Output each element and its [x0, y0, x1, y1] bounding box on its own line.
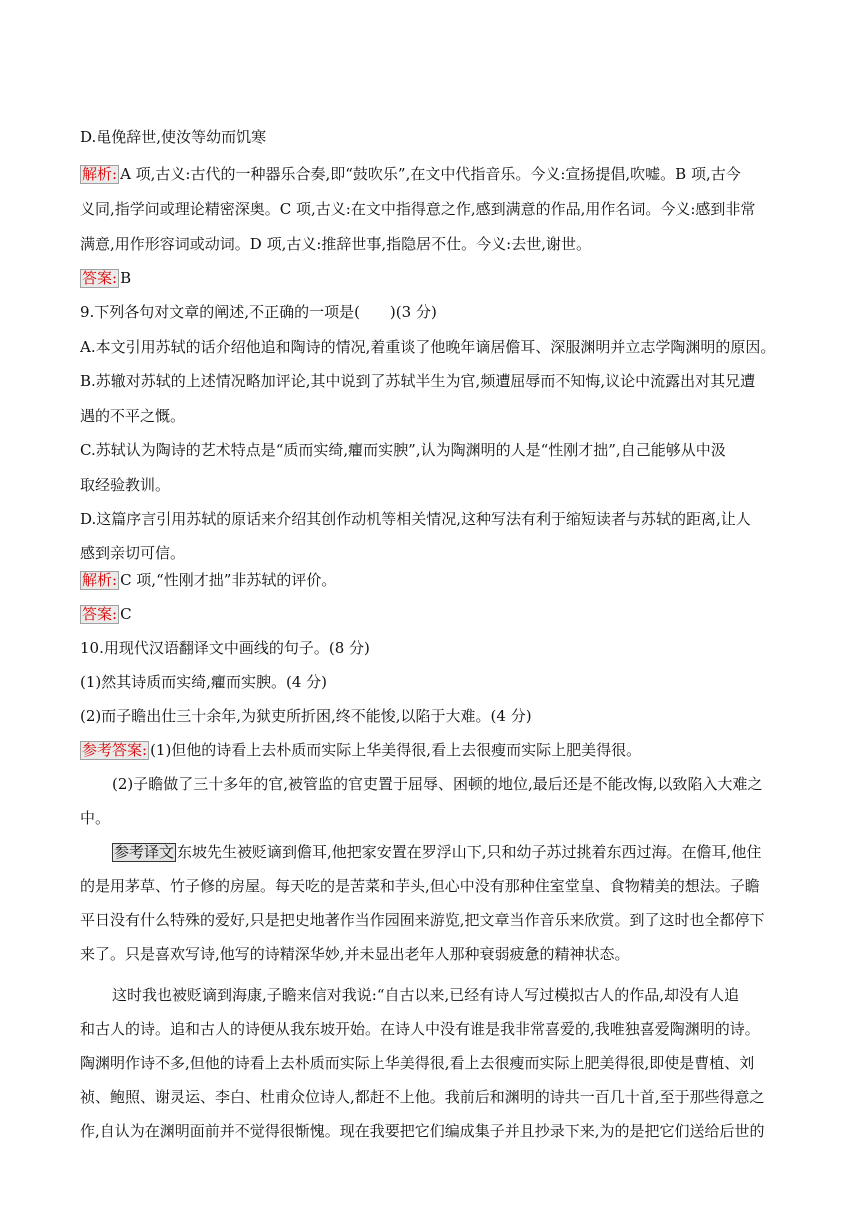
reference-answer-text: (2)子瞻做了三十多年的官,被管监的官吏置于屈辱、困顿的地位,最后还是不能改悔,以致陷入大难之 — [112, 775, 763, 793]
option-d-text-b: 辞世,使 — [126, 128, 177, 146]
question-9-option-a: A.本文引用苏轼的话介绍他追和陶诗的情况,着重谈了他晚年谪居儋耳、深服渊明并立志学陶渊明的原因。 — [80, 338, 776, 356]
question-10-item-1: (1)然其诗质而实绮,癯而实腴。(4 分) — [80, 673, 328, 691]
translation-text: 和古人的诗。追和古人的诗便从我东坡开始。在诗人中没有谁是我非常喜爱的,我唯独喜爱陶渊明的诗。 — [80, 1020, 760, 1038]
analysis-text: 义同,指学问或理论精密深奥。C 项,古义:在文中指得意之作,感到满意的作品,用作名词。今义:感到非常 — [80, 200, 756, 218]
answer-value: C — [120, 605, 132, 623]
translation-text: 东坡先生被贬谪到儋耳,他把家安置在罗浮山下,只和幼子苏过挑着东西过海。在儋耳,他住 — [177, 843, 762, 861]
answer-value: B — [120, 269, 132, 287]
analysis-text: 满意,用作形容词或动词。D 项,古义:推辞世事,指隐居不仕。今义:去世,谢世。 — [80, 235, 591, 253]
reference-answer-label: 参考答案: — [82, 741, 148, 759]
question-9-option-b-cont: 遇的不平之慨。 — [80, 407, 186, 425]
answer-label: 答案: — [82, 269, 118, 287]
translation-text: 作,自认为在渊明面前并不觉得很惭愧。现在我要把它们编成集子并且抄录下来,为的是把它们送给后世的 — [80, 1122, 765, 1140]
answer-label: 答案: — [82, 605, 118, 623]
translation-text: 来了。只是喜欢写诗,他写的诗精深华妙,并未显出老年人那种衰弱疲惫的精神状态。 — [80, 945, 630, 963]
translation-text: 这时我也被贬谪到海康,子瞻来信对我说:“自古以来,已经有诗人写过模拟古人的作品,却没有人追 — [112, 986, 740, 1004]
analysis-label: 解析: — [82, 165, 118, 183]
option-d — [80, 127, 780, 147]
translation-p1-first — [112, 842, 780, 862]
q8-answer-line — [80, 268, 780, 288]
translation-text: 的是用茅草、竹子修的房屋。每天吃的是苦菜和芋头,但心中没有那种住室堂皇、食物精美的想法。子瞻 — [80, 877, 760, 895]
question-9-option-c: C.苏轼认为陶诗的艺术特点是“质而实绮,癯而实腴”,认为陶渊明的人是“性刚才拙”,自己能够从中汲 — [80, 441, 726, 459]
question-10-item-2: (2)而子瞻出仕三十余年,为狱吏所折困,终不能悛,以陷于大难。(4 分) — [80, 707, 532, 725]
question-9-option-d-cont: 感到亲切可信。 — [80, 544, 186, 562]
question-10-stem: 10.用现代汉语翻译文中画线的句子。(8 分) — [80, 639, 370, 657]
analysis-text: C 项,“性刚才拙”非苏轼的评价。 — [120, 571, 337, 589]
translation-label: 参考译文 — [114, 843, 175, 861]
dotted-char: 俛 — [111, 128, 127, 146]
analysis-text: A 项,古义:古代的一种器乐合奏,即“鼓吹乐”,在文中代指音乐。今义:宣扬提倡,吹嘘。B 项,古今 — [120, 165, 741, 183]
translation-text: 陶渊明作诗不多,但他的诗看上去朴质而实际上华美得很,看上去很瘦而实际上肥美得很,即使是曹植、刘 — [80, 1054, 755, 1072]
q10-reference-line — [80, 740, 780, 760]
translation-text: 祯、鲍照、谢灵运、李白、杜甫众位诗人,都赶不上他。我前后和渊明的诗共一百几十首,至于那些得意之 — [80, 1088, 765, 1106]
question-9-option-c-cont: 取经验教训。 — [80, 476, 171, 494]
q8-analysis-line — [80, 164, 780, 184]
option-d-text-c: 等幼而饥寒 — [191, 128, 267, 146]
question-9-option-d: D.这篇序言引用苏轼的原话来介绍其创作动机等相关情况,这种写法有利于缩短读者与苏轼的距离,让人 — [80, 510, 751, 528]
question-9-option-b: B.苏辙对苏轼的上述情况略加评论,其中说到了苏轼半生为官,频遭屈辱而不知悔,议论中流露出对其兄遭 — [80, 372, 756, 390]
q9-analysis-line — [80, 570, 780, 590]
reference-answer-text: (1)但他的诗看上去朴质而实际上华美得很,看上去很瘦而实际上肥美得很。 — [150, 741, 642, 759]
dotted-char: 汝 — [176, 128, 192, 146]
analysis-label: 解析: — [82, 571, 118, 589]
option-d-text-a: D.黾 — [80, 128, 112, 146]
question-9-stem: 9.下列各句对文章的阐述,不正确的一项是( )(3 分) — [80, 303, 437, 321]
translation-text: 平日没有什么特殊的爱好,只是把史地著作当作园囿来游览,把文章当作音乐来欣赏。到了这时也全都停下 — [80, 911, 765, 929]
q9-answer-line — [80, 604, 780, 624]
reference-answer-text: 中。 — [80, 809, 111, 827]
